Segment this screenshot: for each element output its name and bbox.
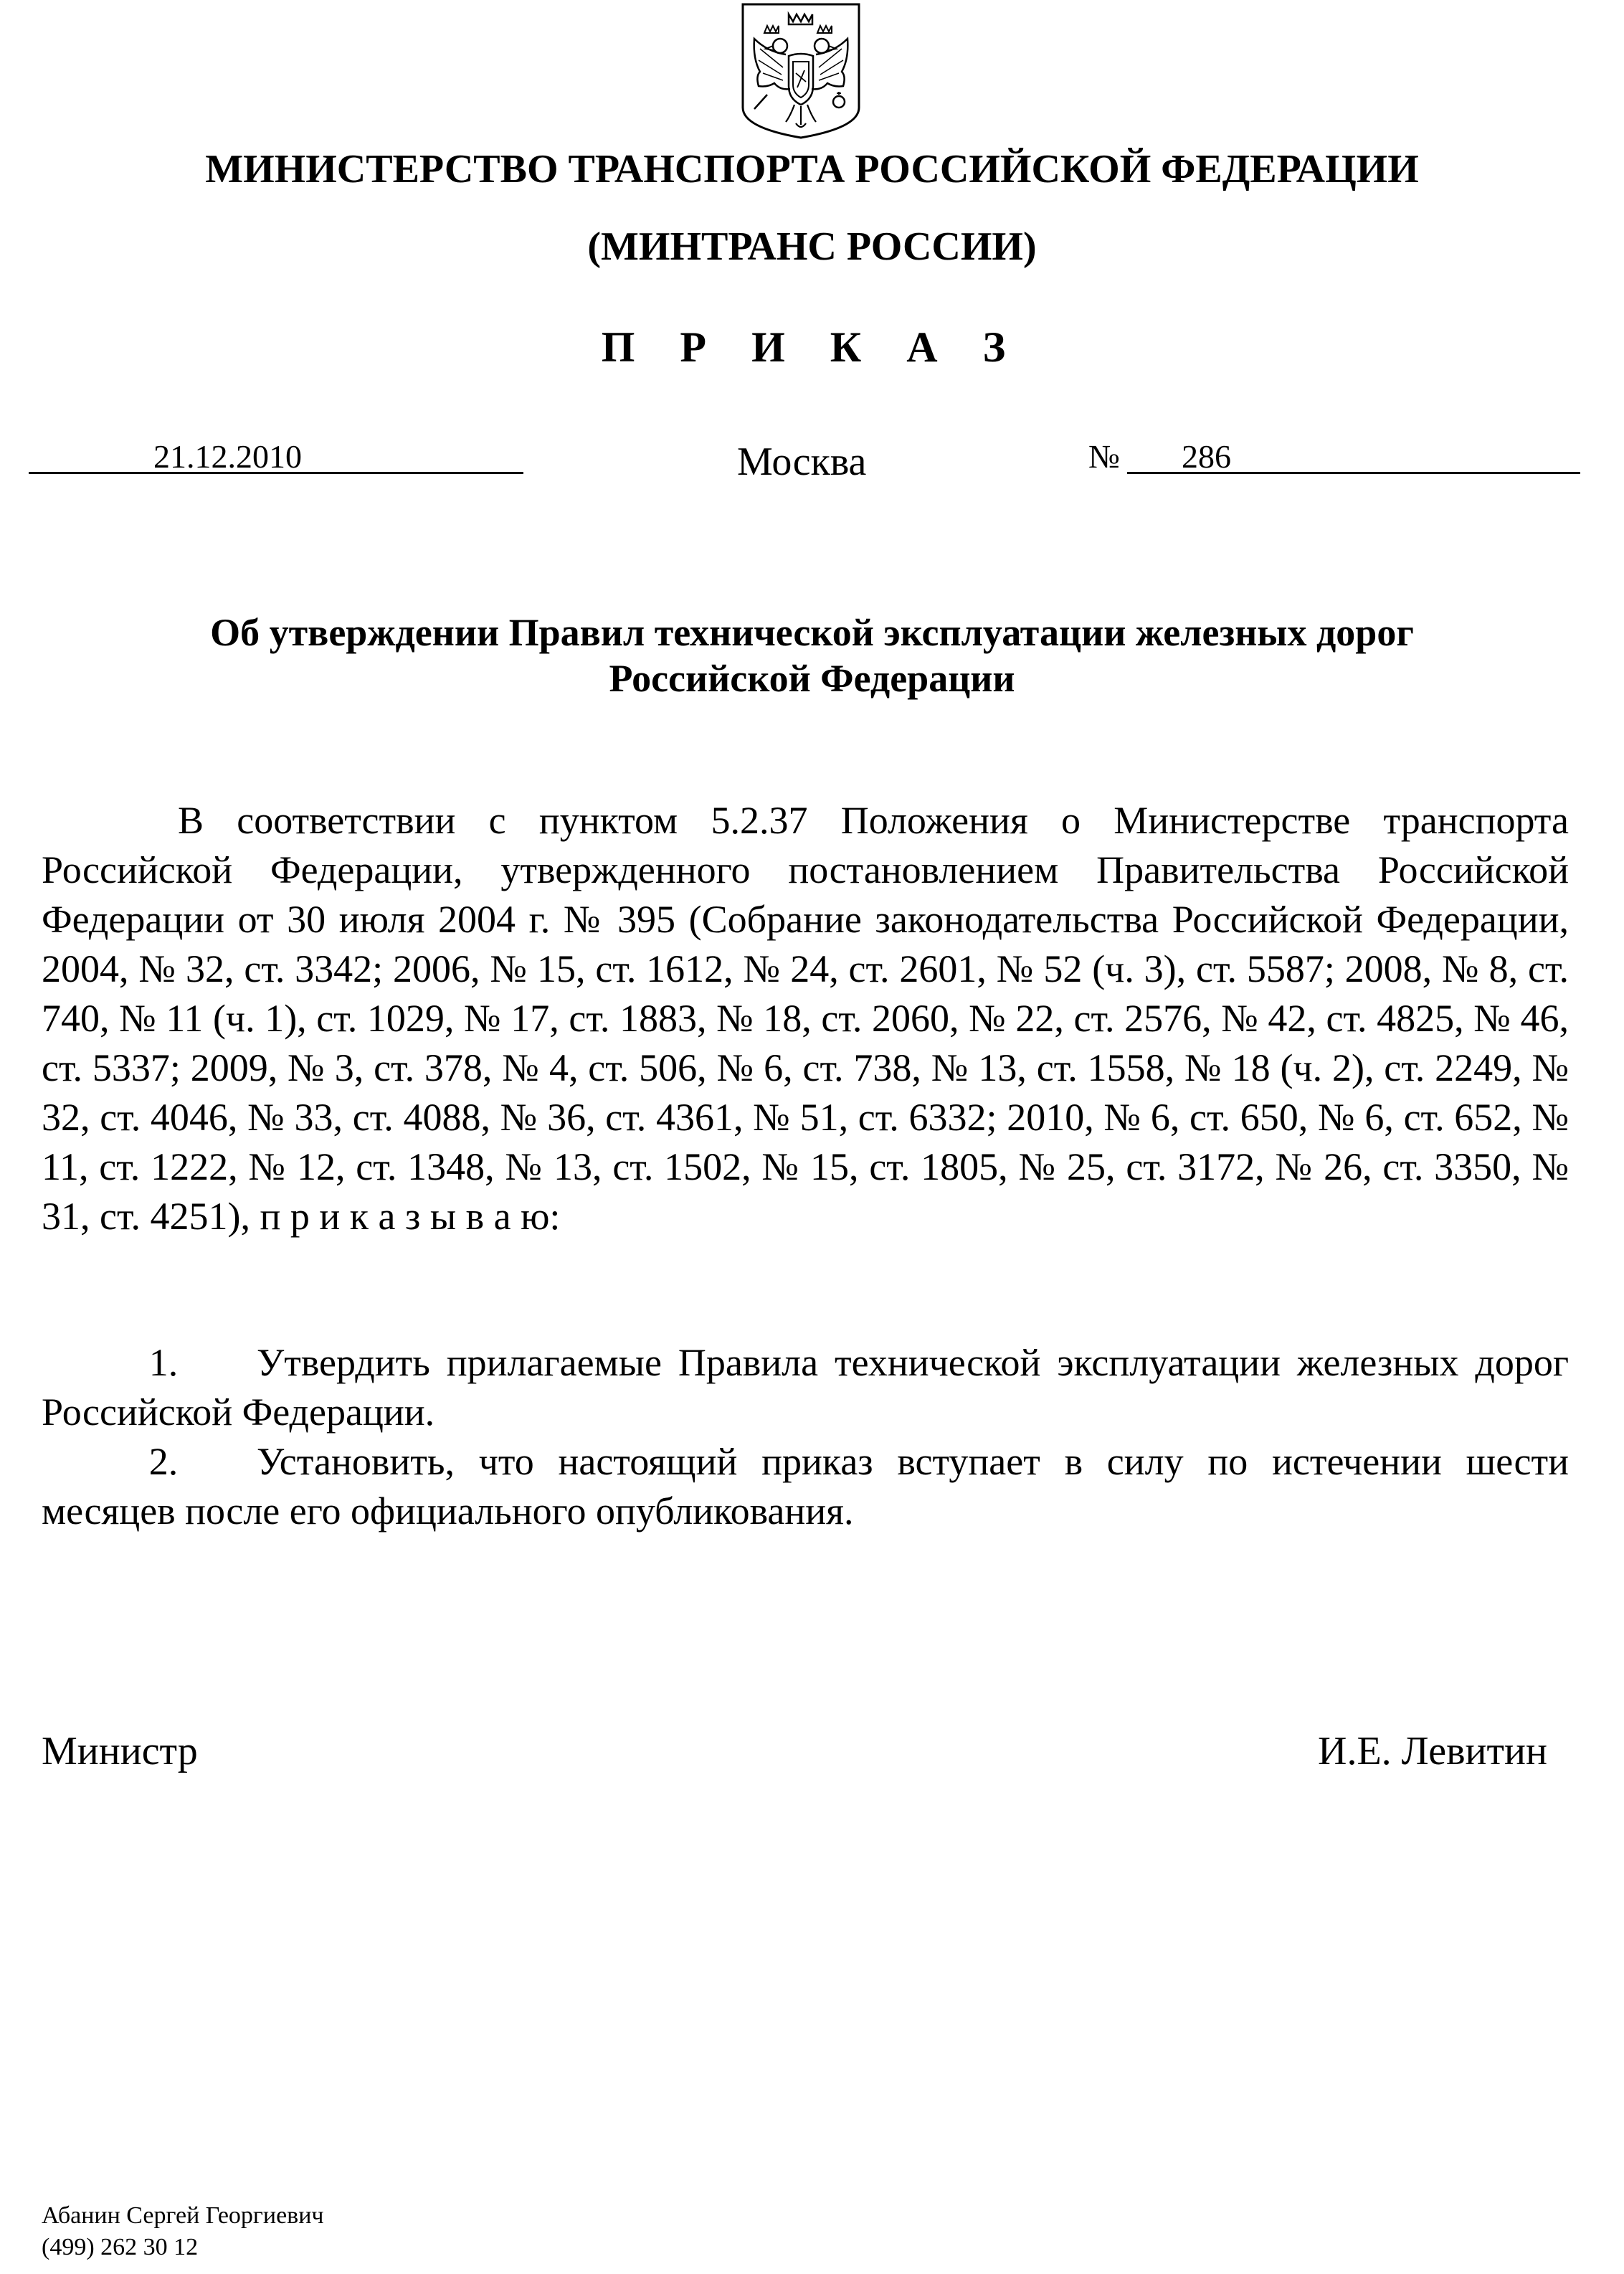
list-item-text: Установить, что настоящий приказ вступает в силу по истечении шести месяцев после его официального опубликования. — [42, 1440, 1569, 1532]
list-item-text: Утвердить прилагаемые Правила технической эксплуатации железных дорог Российской Федерации. — [42, 1341, 1569, 1434]
document-title — [0, 610, 1624, 701]
order-number-sign: № — [1088, 438, 1120, 475]
executor-name: Абанин Сергей Георгиевич — [42, 2202, 324, 2229]
signatory-name: И.Е. Левитин — [1318, 1729, 1547, 1773]
executor-info — [42, 2200, 324, 2263]
list-item-number: 2. — [148, 1440, 179, 1483]
order-city: Москва — [737, 440, 867, 484]
list-item — [42, 1338, 1569, 1437]
document-title-line: Об утверждении Правил технической эксплуатации железных дорог — [210, 611, 1414, 654]
document-type: П Р И К А З — [601, 323, 1023, 371]
order-number: 286 — [1182, 438, 1231, 475]
executor-phone: (499) 262 30 12 — [42, 2234, 199, 2260]
ministry-short-name: (МИНТРАНС РОССИИ) — [587, 224, 1037, 269]
preamble-paragraph: В соответствии с пунктом 5.2.37 Положения о Министерстве транспорта Российской Федерации, утвержденного постановлением Правительства Российской Федерации от 30 июля 2004 г. № 395 (Собрание законодательства Российской Федерации, 2004, № 32, ст. 3342; 2006, № 15, ст. 1612, № 24, ст. 2601, № 52 (ч. 3), ст. 5587; 2008, № 8, ст. 740, № 11 (ч. 1), ст. 1029, № 17, ст. 1883, № 18, ст. 2060, № 22, ст. 2576, № 42, ст. 4825, № 46, ст. 5337; 2009, № 3, ст. 378, № 4, ст. 506, № 6, ст. 738, № 13, ст. 1558, № 18 (ч. 2), ст. 2249, № 32, ст. 4046, № 33, ст. 4088, № 36, ст. 4361, № 51, ст. 6332; 2010, № 6, ст. 650, № 6, ст. 652, № 11, ст. 1222, № 12, ст. 1348, № 13, ст. 1502, № 15, ст. 1805, № 25, ст. 3172, № 26, ст. 3350, № 31, ст. 4251), п р и к а з ы в а ю: — [42, 799, 1569, 1238]
signatory-position: Министр — [42, 1729, 198, 1773]
emblem — [739, 1, 863, 141]
list-item-number: 1. — [148, 1341, 179, 1384]
order-date: 21.12.2010 — [153, 438, 302, 475]
ministry-name: МИНИСТЕРСТВО ТРАНСПОРТА РОССИЙСКОЙ ФЕДЕРАЦИИ — [205, 147, 1419, 191]
list-item — [42, 1437, 1569, 1536]
document-title-line: Российской Федерации — [609, 657, 1015, 700]
russian-coat-of-arms-icon — [739, 1, 863, 141]
